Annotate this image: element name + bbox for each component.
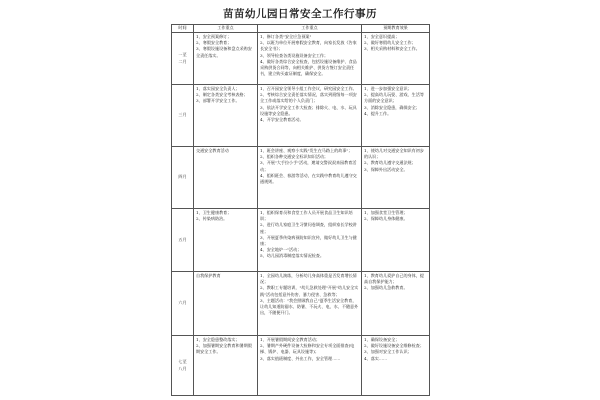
content-cell [258, 147, 362, 209]
effect-cell [362, 272, 430, 336]
effect-item: 1、教育幼儿爱护自己的身体，提高自我保护能力； [364, 273, 424, 285]
content-item: 4、组织班会、春游等活动，在实践中教育幼儿遵守交通规则。 [260, 172, 357, 185]
month-cell [172, 209, 194, 272]
month-label: 一至 [178, 52, 187, 58]
content-item: 2、以班为单位开展寒假安全教育，向家长发放《告家长安全书》； [260, 40, 357, 52]
content-item: 3、依法开学安全工作大检查；排除火、电、水、玩具设施等安全隐患。 [260, 104, 357, 116]
focus-cell [194, 336, 258, 396]
effect-item: 2、提高幼儿玩耍、游戏、生活等方面的安全意识； [364, 92, 424, 104]
schedule-table [171, 24, 430, 396]
month-cell [172, 85, 194, 147]
effect-item: 2、做好设施设备安全维修检查； [364, 343, 424, 349]
focus-item: 3、寒假设施设备和盘点采购安全责任落实。 [196, 46, 252, 58]
content-cell [258, 209, 362, 272]
focus-cell [194, 85, 258, 147]
content-item: 3、主题活动："我会照顾我自己"夏季生活安全教育，让幼儿知道防溺水、防暑、不玩火、电、水、不随意外出，不随便开门。 [260, 297, 359, 316]
effect-item: 3、相关采购材料和安全工作。 [364, 46, 420, 52]
effect-cell [362, 85, 430, 147]
effect-item: 2、教育幼儿遵守交通法规； [364, 160, 416, 166]
focus-item: 3、部署开学安全工作。 [196, 98, 240, 104]
table-row [172, 336, 430, 396]
month-label: 八月 [178, 365, 187, 371]
effect-item: 1、进一步加强安全意识； [364, 86, 412, 91]
focus-item: 自我保护教育 [196, 273, 221, 278]
effect-cell [362, 33, 430, 85]
content-item: 1、班会讲座、观察小实践"发生在马路上的故事"； [260, 148, 353, 153]
header-focus: 工作重点 [194, 25, 258, 33]
content-item: 1、全园幼儿演练，分析幼儿身高体重是否发育增长情况； [260, 273, 357, 285]
content-item: 2、考核综合安全责任落实情况，落实到班级每一项安全工作或落实给的个人负责门； [260, 92, 357, 104]
content-item: 4、开学安全教育活动。 [260, 117, 304, 123]
content-item: 3、开展"大手拉小手"活动，邀请交警叔叔来园教育活动； [260, 160, 357, 172]
effect-item: 3、保障外出活动安全。 [364, 166, 408, 172]
document-title: 苗苗幼儿园日常安全工作行事历 [223, 8, 377, 20]
header-row [172, 25, 430, 33]
focus-item: 2、传染病防治。 [196, 216, 228, 222]
content-cell [258, 272, 362, 336]
focus-item: 2、加强暑期安全教育和暑期假期安全工作。 [196, 343, 252, 355]
effect-item: 4、提升工作。 [364, 110, 392, 116]
focus-item: 2、寒假安全教育； [196, 40, 232, 46]
table-body [172, 33, 430, 396]
content-item: 1、组织保育员和食堂工作人员开展食品卫生知识培训； [260, 210, 353, 222]
effect-item: 1、确保设备安全； [364, 337, 400, 342]
month-label: 四月 [178, 174, 187, 180]
content-cell [258, 336, 362, 396]
content-item: 2、进行幼儿家庭卫生习惯问卷调查，组织家长学校讲座； [260, 222, 357, 234]
table-row [172, 272, 430, 336]
month-label: 二月 [178, 58, 187, 64]
effect-item: 2、保障幼儿身体健康。 [364, 216, 408, 222]
effect-cell [362, 147, 430, 209]
month-label: 五月 [178, 236, 187, 242]
content-item: 5、幼儿园消毒制度落实情况检查。 [260, 253, 325, 259]
month-cell [172, 33, 194, 85]
content-item: 3、开展夏季传染病预防知识宣传，做好幼儿卫生与健康； [260, 234, 357, 247]
focus-cell [194, 272, 258, 336]
table-row [172, 33, 430, 85]
table-row [172, 85, 430, 147]
effect-cell [362, 209, 430, 272]
content-cell [258, 33, 362, 85]
focus-item: 交通安全教育活动 [196, 148, 229, 153]
effect-item: 2、做好寒假幼儿安全工作； [364, 40, 416, 46]
month-cell [172, 336, 194, 396]
focus-item: 1、安全隐患整改落实； [196, 337, 240, 342]
content-item: 1、召开园安全领导小组工作会议，研究园安全工作。 [260, 86, 357, 91]
effect-item: 4、落实…… [364, 355, 388, 361]
effect-item: 1、使幼儿对交通安全知识有初步的认识； [364, 148, 424, 160]
header-content: 工作重点 [258, 25, 362, 33]
focus-cell [194, 33, 258, 85]
month-label: 七至 [178, 359, 187, 365]
header-time: 时间 [172, 25, 194, 33]
focus-item: 1、落实园安全负责人； [196, 86, 240, 91]
content-item: 2、教职工专题培训，"幼儿急救处理"开展"幼儿安全实践"活动包括意外伤害、暴力侵害、急救等； [260, 285, 359, 297]
effect-item: 3、加强对安全工作认识； [364, 349, 412, 355]
content-item: 4、安全地炉一"活动； [260, 247, 302, 253]
focus-item: 2、制定各类安全考核表格； [196, 92, 248, 98]
effect-item: 1、安全意识提高； [364, 34, 400, 39]
month-cell [172, 147, 194, 209]
content-item: 3、领导检查各类设施设备安全工作； [260, 52, 329, 58]
header-effect: 预期教育效果 [362, 25, 430, 33]
effect-cell [362, 336, 430, 396]
effect-item: 2、加强幼儿急救教育。 [364, 285, 408, 291]
content-item: 3、落实值班制度、外出工作，安全管理…… [260, 355, 341, 361]
content-item: 1、修订各类"安全应急预案" [260, 34, 312, 39]
content-cell [258, 85, 362, 147]
content-item: 2、暑期产外硬件设备大检修和安全专项全面排查(电梯、锅炉、电器、玩具设施等)； [260, 343, 355, 355]
month-label: 三月 [178, 112, 187, 118]
focus-cell [194, 147, 258, 209]
document-page [168, 0, 432, 400]
content-item: 1、开展暑假期间安全教育活动； [260, 337, 320, 342]
month-label: 六月 [178, 300, 187, 306]
content-item: 4、做好各类综合安全检查，包括设施设备维护、食品采购供货合同等，向相关维护、供货方签订安全责任书，建立购买索证制度，确保安全。 [260, 58, 357, 77]
effect-item: 1、加强食堂卫生管理； [364, 210, 408, 215]
focus-cell [194, 209, 258, 272]
content-item: 2、组织各种交通安全标识知识活动； [260, 154, 329, 160]
month-cell [172, 272, 194, 336]
focus-item: 1、安全预案修订； [196, 34, 232, 39]
table-row [172, 147, 430, 209]
focus-item: 1、卫生健康教育； [196, 210, 232, 215]
table-row [172, 209, 430, 272]
effect-item: 3、消除安全隐患，确保安全； [364, 104, 420, 110]
